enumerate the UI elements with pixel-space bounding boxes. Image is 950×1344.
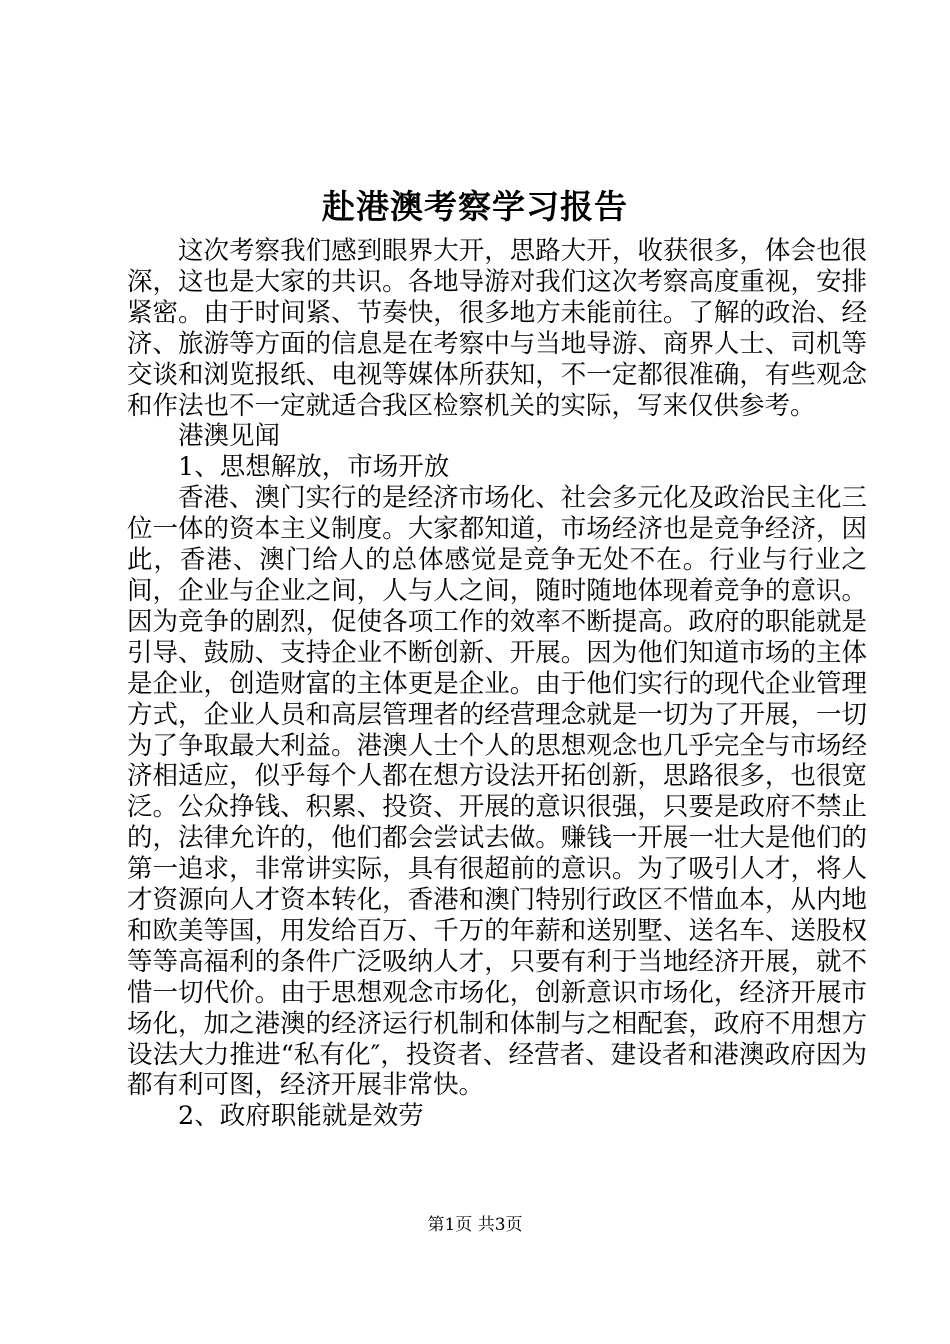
section-heading: 港澳见闻 [178,421,281,452]
document-body [127,236,867,1132]
subsection-heading-1: 1、思想解放，市场开放 [178,452,450,483]
intro-paragraph: 这次考察我们感到眼界大开，思路大开，收获很多，体会也很深，这也是大家的共识。各地导游对我们这次考察高度重视，安排紧密。由于时间紧、节奏快，很多地方未能前往。了解的政治、经济、旅游等方面的信息是在考察中与当地导游、商界人士、司机等交谈和浏览报纸、电视等媒体所获知，不一定都很准确，有些观念和作法也不一定就适合我区检察机关的实际，写来仅供参考。 [127,236,867,421]
subsection-heading-2: 2、政府职能就是效劳 [178,1101,424,1132]
body-paragraph-1: 香港、澳门实行的是经济市场化、社会多元化及政治民主化三位一体的资本主义制度。大家都知道，市场经济也是竞争经济，因此，香港、澳门给人的总体感觉是竞争无处不在。行业与行业之间，企业与企业之间，人与人之间，随时随地体现着竞争的意识。因为竞争的剧烈，促使各项工作的效率不断提高。政府的职能就是引导、鼓励、支持企业不断创新、开展。因为他们知道市场的主体是企业，创造财富的主体更是企业。由于他们实行的现代企业管理方式，企业人员和高层管理者的经营理念就是一切为了开展，一切为了争取最大利益。港澳人士个人的思想观念也几乎完全与市场经济相适应，似乎每个人都在想方设法开拓创新，思路很多，也很宽泛。公众挣钱、积累、投资、开展的意识很强，只要是政府不禁止的，法律允许的，他们都会尝试去做。赚钱一开展一壮大是他们的第一追求，非常讲实际，具有很超前的意识。为了吸引人才，将人才资源向人才资本转化，香港和澳门特别行政区不惜血本，从内地和欧美等国，用发给百万、千万的年薪和送别墅、送名车、送股权等等高福利的条件广泛吸纳人才，只要有利于当地经济开展，就不惜一切代价。由于思想观念市场化，创新意识市场化，经济开展市场化，加之港澳的经济运行机制和体制与之相配套，政府不用想方设法大力推进“私有化″，投资者、经营者、建设者和港澳政府因为都有利可图，经济开展非常快。 [127,483,867,1101]
page-title: 赴港澳考察学习报告 [322,187,628,226]
page-footer: 第1页 共3页 [427,1215,523,1235]
